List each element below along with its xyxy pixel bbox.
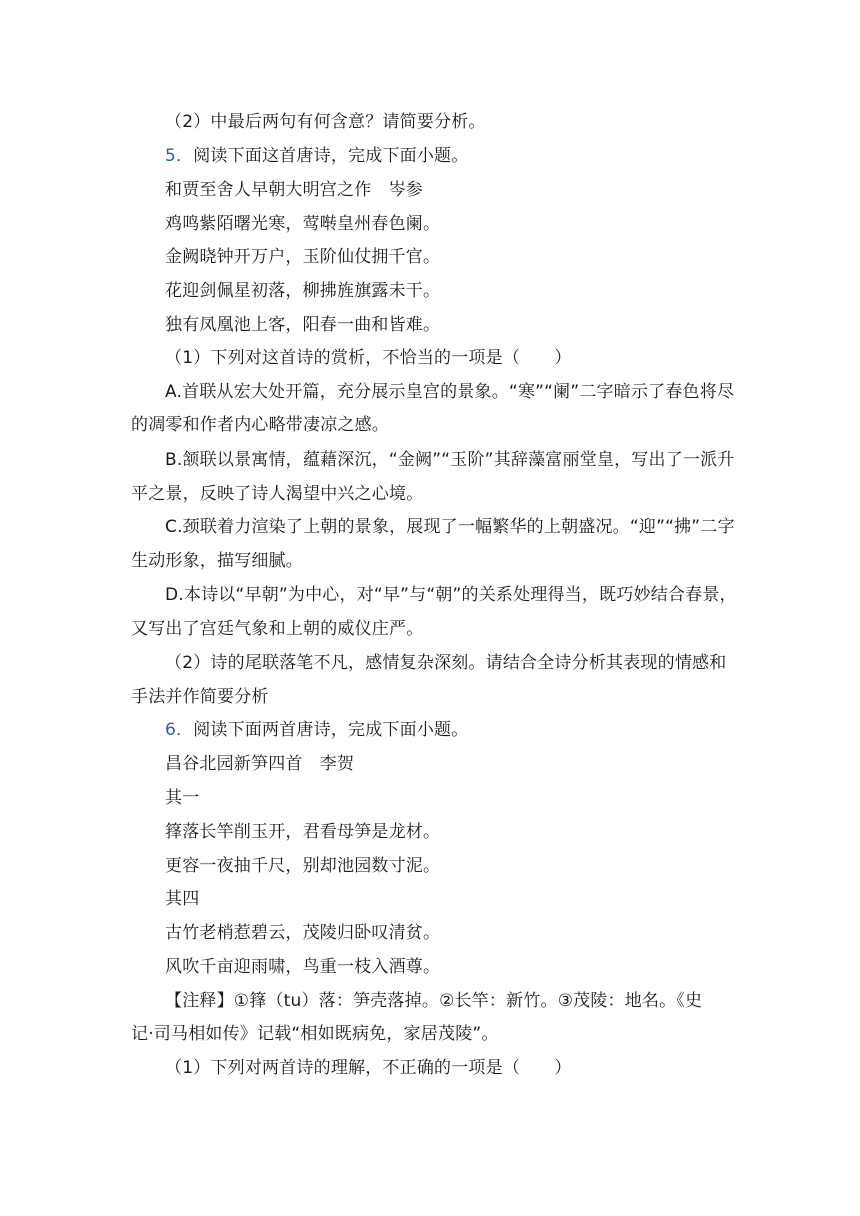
q6-heading [165,719,468,741]
q5-subquestion-2-cont: 手法并作简要分析 [131,687,269,707]
q6-subquestion-1: （1）下列对两首诗的理解，不正确的一项是（ ） [165,1058,572,1078]
q5-heading [165,145,468,167]
annotation-note: 【注释】①箨（tu）落：笋壳落掉。②长竿：新竹。③茂陵：地名。《史 [165,991,703,1011]
poem-part-label: 其四 [165,889,200,909]
poem-line: 独有凤凰池上客，阳春一曲和皆难。 [165,315,441,335]
q5-subquestion-1: （1）下列对这首诗的赏析，不恰当的一项是（ ） [165,348,572,368]
question-number: 5． [165,146,194,166]
question-instruction: 阅读下面这首唐诗，完成下面小题。 [193,146,469,166]
poem-line: 风吹千亩迎雨啸，鸟重一枝入酒尊。 [165,957,441,977]
option-d: D.本诗以“早朝”为中心，对“早”与“朝”的关系处理得当，既巧妙结合春景， [165,585,737,605]
poem-part-label: 其一 [165,788,200,808]
option-c-cont: 生动形象，描写细腻。 [131,551,303,571]
option-c: C.颈联着力渲染了上朝的景象，展现了一幅繁华的上朝盛况。“迎”“拂”二字 [165,517,735,537]
poem-line: 更容一夜抽千尺，别却池园数寸泥。 [165,856,441,876]
option-b-cont: 平之景，反映了诗人渴望中兴之心境。 [131,484,424,504]
poem-line: 箨落长竿削玉开，君看母笋是龙材。 [165,822,441,842]
poem-title: 和贾至舍人早朝大明宫之作 岑参 [165,180,423,200]
poem-line: 鸡鸣紫陌曙光寒，莺啭皇州春色阑。 [165,214,441,234]
poem-line: 金阙晓钟开万户，玉阶仙仗拥千官。 [165,247,441,267]
question-instruction: 阅读下面两首唐诗，完成下面小题。 [193,720,469,740]
poem-line: 花迎剑佩星初落，柳拂旌旗露未干。 [165,281,441,301]
annotation-note-cont: 记·司马相如传》记载“相如既病免，家居茂陵”。 [131,1024,499,1044]
question-number: 6． [165,720,194,740]
option-a: A.首联从宏大处开篇，充分展示皇宫的景象。“寒”“阑”二字暗示了春色将尽 [165,382,735,402]
poem-line: 古竹老梢惹碧云，茂陵归卧叹清贫。 [165,923,441,943]
option-a-cont: 的凋零和作者内心略带凄凉之感。 [131,415,389,435]
option-d-cont: 又写出了宫廷气象和上朝的威仪庄严。 [131,619,424,639]
q4-subquestion-2: （2）中最后两句有何含意？请简要分析。 [165,112,486,132]
poem-title: 昌谷北园新笋四首 李贺 [165,754,355,774]
q5-subquestion-2: （2）诗的尾联落笔不凡，感情复杂深刻。请结合全诗分析其表现的情感和 [165,653,727,673]
option-b: B.颔联以景寓情，蕴藉深沉，“金阙”“玉阶”其辞藻富丽堂皇，写出了一派升 [165,450,735,470]
